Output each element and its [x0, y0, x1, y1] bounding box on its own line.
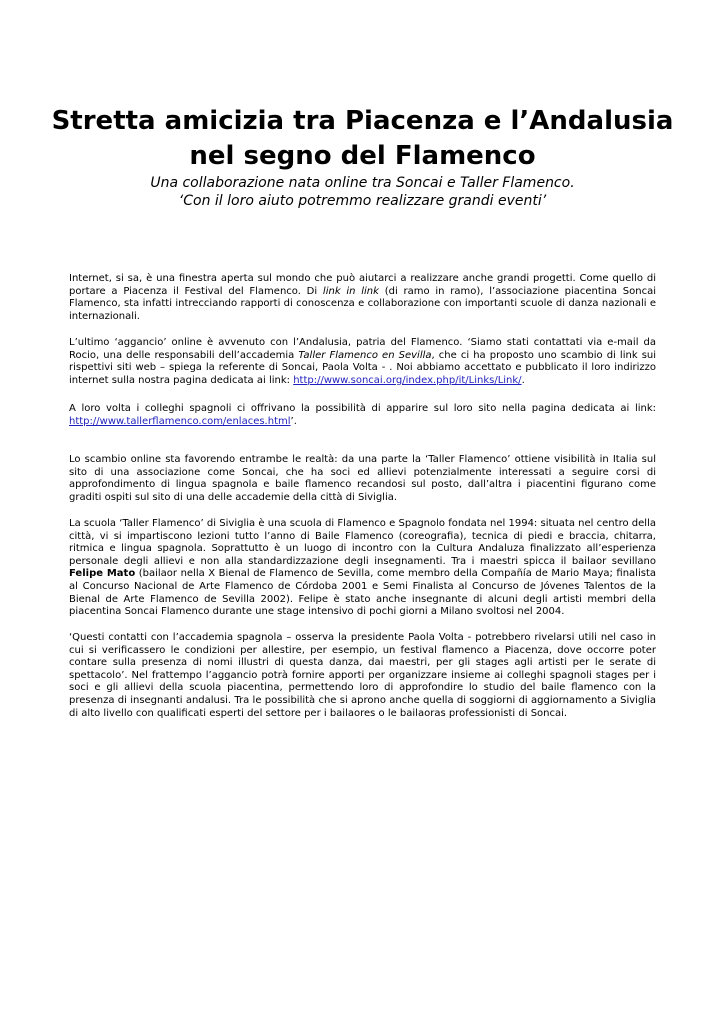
paragraph-5	[69, 518, 656, 619]
article-subtitle-line-2: ‘Con il loro aiuto potremmo realizzare grandi eventi’	[178, 193, 547, 209]
paragraph-6	[69, 632, 656, 720]
paragraph-4-text: Lo scambio online sta favorendo entrambe le realtà: da una parte la ‘Taller Flamenco’ ottiene visibilità in Italia sul sito di una associazione come Soncai, che ha soci ed allievi potenzialmente interessati a seguire corsi di approfondimento di lingua spagnola e baile flamenco recandosi sul posto, dall’altra i piacentini figurano come graditi ospiti sul sito di una delle accademie della città di Siviglia.	[69, 454, 656, 503]
paragraph-2-emphasis: Taller Flamenco en Sevilla	[298, 349, 432, 361]
paragraph-2-text-c: .	[521, 374, 525, 386]
soncai-links-link[interactable]: http://www.soncai.org/index.php/it/Links/Link/	[293, 374, 522, 386]
paragraph-2	[69, 337, 656, 387]
paragraph-3	[69, 403, 656, 428]
paragraph-1-text-b: (di ramo in ramo), l’associazione piacentina Soncai Flamenco, sta infatti intrecciando rapporti di conoscenza e collaborazione con importanti scuole di danza nazionali e internazionali.	[69, 285, 657, 322]
paragraph-1	[69, 273, 656, 323]
paragraph-3-text-b: ’.	[290, 415, 297, 427]
paragraph-3-text-a: A loro volta i colleghi spagnoli ci offrivano la possibilità di apparire sul loro sito nella pagina dedicata ai link:	[69, 403, 656, 414]
paragraph-6-text: ‘Questi contatti con l’accademia spagnola – osserva la presidente Paola Volta - potrebbero rivelarsi utili nel caso in cui si verificassero le condizioni per allestire, per esempio, un festival flamenco a Piacenza, dove occorre poter contare sulla presenza di nomi illustri di questa danza, dai maestri, per gli stages agli artisti per le serate di spettacolo’. Nel frattempo l’aggancio potrà fornire apporti per organizzare insieme ai colleghi spagnoli stages per i soci e gli allievi della scuola piacentina, permettendo loro di approfondire lo studio del baile flamenco con la presenza di insegnanti andalusi. Tra le possibilità che si aprono anche quella di soggiorni di aggiornamento a Siviglia di alto livello con qualificati esperti del settore per i bailaores o le bailaoras professionisti di Soncai.	[69, 632, 656, 719]
paragraph-1-emphasis: link in link	[322, 285, 379, 297]
paragraph-5-text-b: (bailaor nella X Bienal de Flamenco de Sevilla, come membro della Compañía de Mario Maya; finalista al Concurso Nacional de Arte Flamenco de Córdoba 2001 e Semi Finalista al Concurso de Jóvenes Talentos de la Bienal de Arte Flamenco de Sevilla 2002). Felipe è stato anche insegnante di alcuni degli artisti membri della piacentina Soncai Flamenco durante une stage intensivo di pochi giorni a Milano svoltosi nel 2004.	[69, 568, 656, 618]
paragraph-2-text-b: , che ci ha proposto uno scambio di link sui rispettivi siti web – spiega la referente di Soncai, Paola Volta - . Noi abbiamo accettato e pubblicato il loro indirizzo internet sulla nostra pagina dedicata ai link:	[69, 349, 657, 386]
paragraph-5-bold-name: Felipe Mato	[69, 568, 136, 580]
paragraph-2-text-a: L’ultimo ‘aggancio’ online è avvenuto con l’Andalusia, patria del Flamenco. ‘Siamo stati contattati via e-mail da Rocio, una delle responsabili dell’accademia	[69, 337, 656, 361]
paragraph-5-text-a: La scuola ‘Taller Flamenco’ di Siviglia è una scuola di Flamenco e Spagnolo fondata nel 1994: situata nel centro della città, vi si impartiscono lezioni tutto l’anno di Baile Flamenco (coreografia), tecnica di piedi e braccia, chitarra, ritmica e lingua spagnola. Soprattutto è un luogo di incontro con la Cultura Andaluza finalizzato all’esperienza personale degli allievi e non alla standardizzazione degli insegnamenti. Tra i maestri spicca il bailaor sevillano	[69, 518, 656, 567]
paragraph-1-text-a: Internet, si sa, è una finestra aperta sul mondo che può aiutarci a realizzare anche grandi progetti. Come quello di portare a Piacenza il Festival del Flamenco. Di	[69, 273, 656, 297]
article-subtitle-line-1: Una collaborazione nata online tra Soncai e Taller Flamenco.	[150, 175, 575, 191]
article-title: Stretta amicizia tra Piacenza e l’Andalusia nel segno del Flamenco	[51, 106, 674, 171]
paragraph-4	[69, 454, 656, 504]
tallerflamenco-enlaces-link[interactable]: http://www.tallerflamenco.com/enlaces.html	[69, 415, 291, 427]
